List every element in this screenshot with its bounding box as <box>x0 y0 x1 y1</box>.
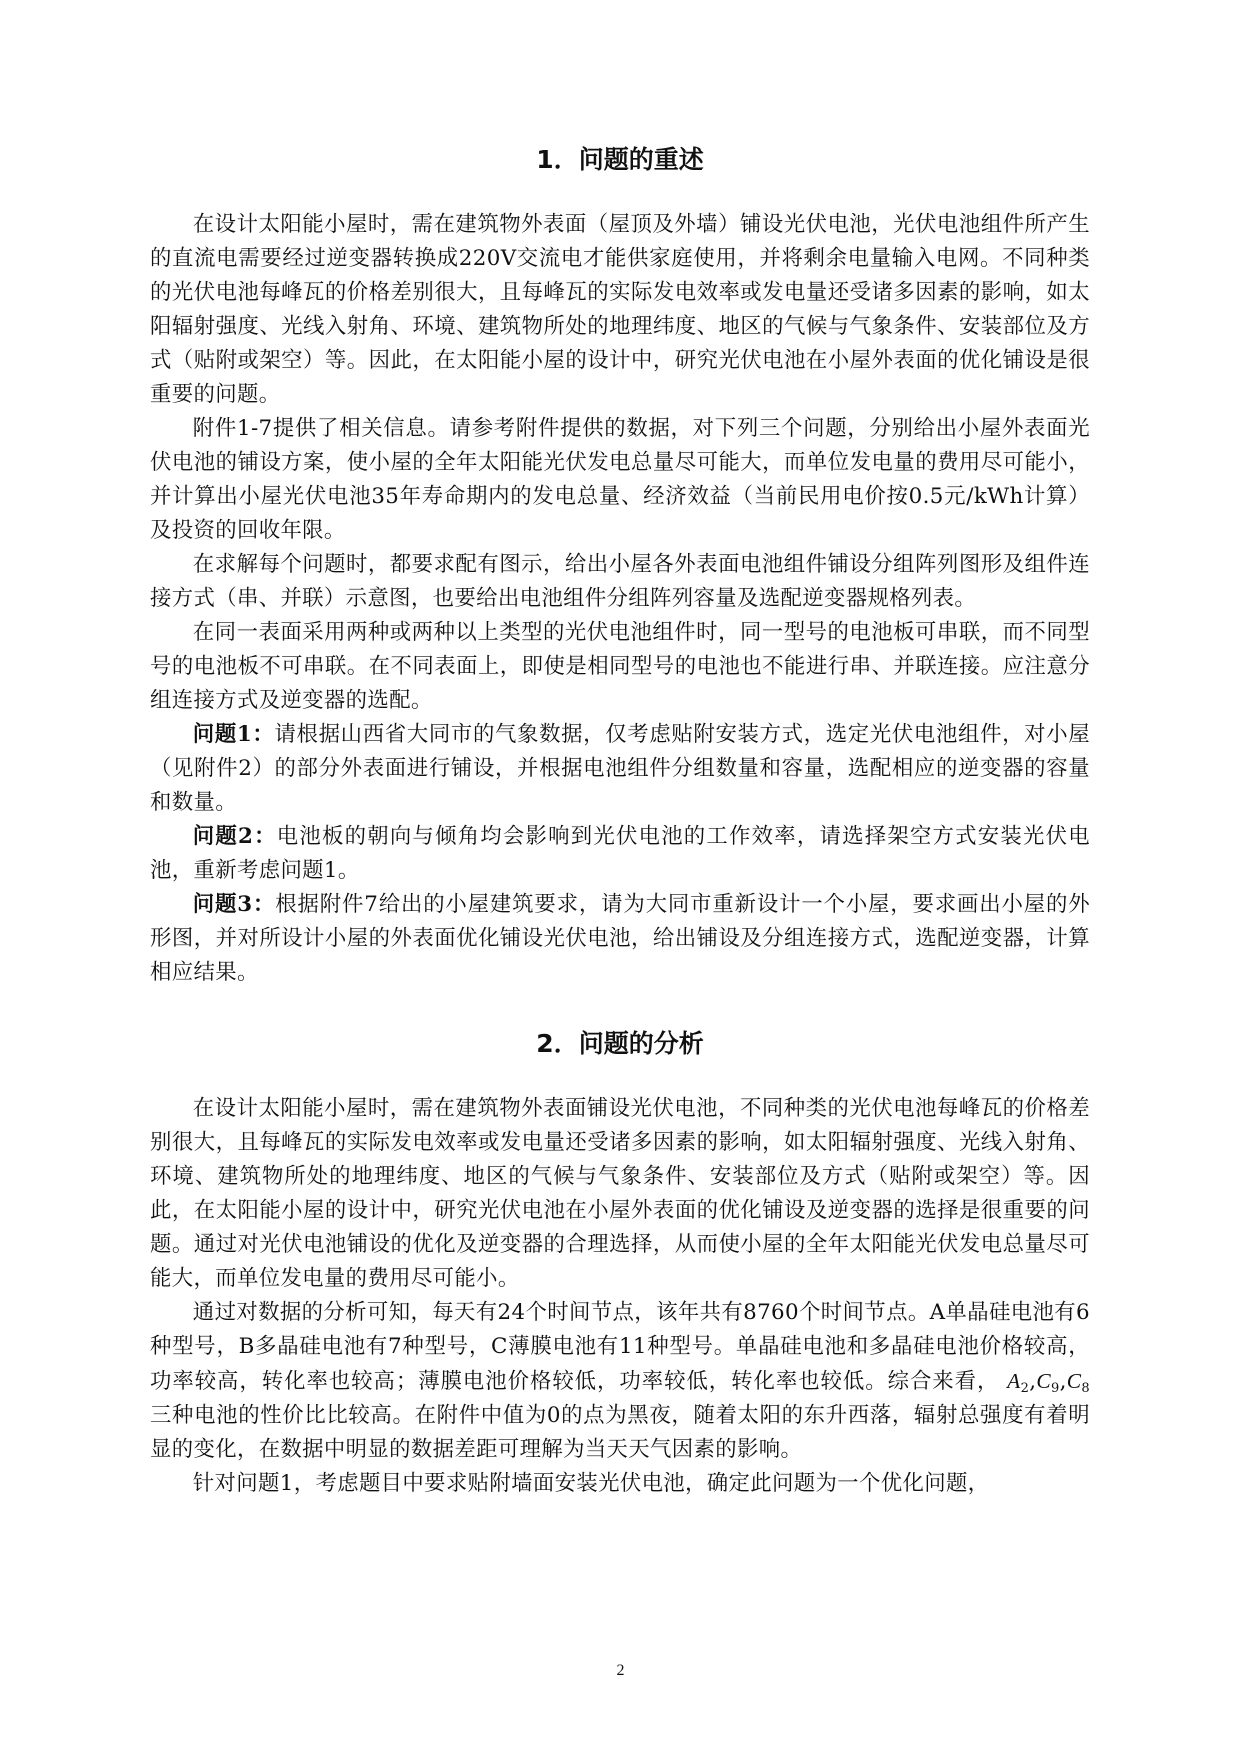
math-subscript: 9 <box>1050 1381 1060 1396</box>
math-subscript: 2 <box>1020 1381 1030 1396</box>
question-1 <box>150 718 1090 820</box>
paragraph-text: 通过对数据的分析可知，每天有24个时间节点，该年共有8760个时间节点。A单晶硅电池有6种型号，B多晶硅电池有7种型号，C薄膜电池有11种型号。单晶硅电池和多晶硅电池价格较高，功率较高，转化率也较高；薄膜电池价格较低，功率较低，转化率也较低。综合来看， <box>150 1300 1090 1394</box>
math-separator: , <box>1059 1369 1067 1394</box>
section-2-paragraph <box>150 1296 1090 1467</box>
math-symbol: C <box>1036 1369 1051 1393</box>
section-2-title: 2．问题的分析 <box>536 1029 704 1058</box>
section-1-paragraph: 附件1-7提供了相关信息。请参考附件提供的数据，对下列三个问题，分别给出小屋外表面光伏电池的铺设方案，使小屋的全年太阳能光伏发电总量尽可能大，而单位发电量的费用尽可能小，并计算出小屋光伏电池35年寿命期内的发电总量、经济效益（当前民用电价按0.5元/kWh计算）及投资的回收年限。 <box>150 416 1090 543</box>
question-2 <box>150 820 1090 888</box>
section-1-paragraph: 在同一表面采用两种或两种以上类型的光伏电池组件时，同一型号的电池板可串联，而不同型号的电池板不可串联。在不同表面上，即使是相同型号的电池也不能进行串、并联连接。应注意分组连接方式及逆变器的选配。 <box>150 620 1090 713</box>
battery-models-formula <box>999 1369 1090 1394</box>
paragraph-text: 三种电池的性价比比较高。在附件中值为0的点为黑夜，随着太阳的东升西落，辐射总强度有着明显的变化，在数据中明显的数据差距可理解为当天天气因素的影响。 <box>150 1403 1090 1462</box>
math-symbol: A <box>1007 1369 1021 1393</box>
page-content <box>150 140 1090 1501</box>
question-text: 电池板的朝向与倾角均会影响到光伏电池的工作效率，请选择架空方式安装光伏电池，重新考虑问题1。 <box>150 824 1090 883</box>
page-number: 2 <box>616 1662 625 1679</box>
question-text: 根据附件7给出的小屋建筑要求，请为大同市重新设计一个小屋，要求画出小屋的外形图，并对所设计小屋的外表面优化铺设光伏电池，给出铺设及分组连接方式，选配逆变器，计算相应结果。 <box>150 892 1090 985</box>
math-subscript: 8 <box>1081 1381 1090 1396</box>
question-label: 问题1： <box>192 722 275 747</box>
question-text: 请根据山西省大同市的气象数据，仅考虑贴附安装方式，选定光伏电池组件，对小屋（见附件2）的部分外表面进行铺设，并根据电池组件分组数量和容量，选配相应的逆变器的容量和数量。 <box>150 722 1090 815</box>
section-2-paragraph: 在设计太阳能小屋时，需在建筑物外表面铺设光伏电池，不同种类的光伏电池每峰瓦的价格差别很大，且每峰瓦的实际发电效率或发电量还受诸多因素的影响，如太阳辐射强度、光线入射角、环境、建筑物所处的地理纬度、地区的气候与气象条件、安装部位及方式（贴附或架空）等。因此，在太阳能小屋的设计中，研究光伏电池在小屋外表面的优化铺设及逆变器的选择是很重要的问题。通过对光伏电池铺设的优化及逆变器的合理选择，从而使小屋的全年太阳能光伏发电总量尽可能大，而单位发电量的费用尽可能小。 <box>150 1096 1090 1291</box>
question-3 <box>150 888 1090 990</box>
section-1-paragraph: 在设计太阳能小屋时，需在建筑物外表面（屋顶及外墙）铺设光伏电池，光伏电池组件所产生的直流电需要经过逆变器转换成220V交流电才能供家庭使用，并将剩余电量输入电网。不同种类的光伏电池每峰瓦的价格差别很大，且每峰瓦的实际发电效率或发电量还受诸多因素的影响，如太阳辐射强度、光线入射角、环境、建筑物所处的地理纬度、地区的气候与气象条件、安装部位及方式（贴附或架空）等。因此，在太阳能小屋的设计中，研究光伏电池在小屋外表面的优化铺设是很重要的问题。 <box>150 212 1090 407</box>
section-1-paragraph: 在求解每个问题时，都要求配有图示，给出小屋各外表面电池组件铺设分组阵列图形及组件连接方式（串、并联）示意图，也要给出电池组件分组阵列容量及选配逆变器规格列表。 <box>150 552 1090 611</box>
question-label: 问题2： <box>192 824 277 849</box>
section-1-title: 1．问题的重述 <box>536 145 704 174</box>
math-symbol: C <box>1066 1369 1082 1393</box>
section-2-paragraph: 针对问题1，考虑题目中要求贴附墙面安装光伏电池，确定此问题为一个优化问题， <box>192 1471 990 1496</box>
math-separator: , <box>1029 1369 1037 1394</box>
question-label: 问题3： <box>192 892 276 917</box>
